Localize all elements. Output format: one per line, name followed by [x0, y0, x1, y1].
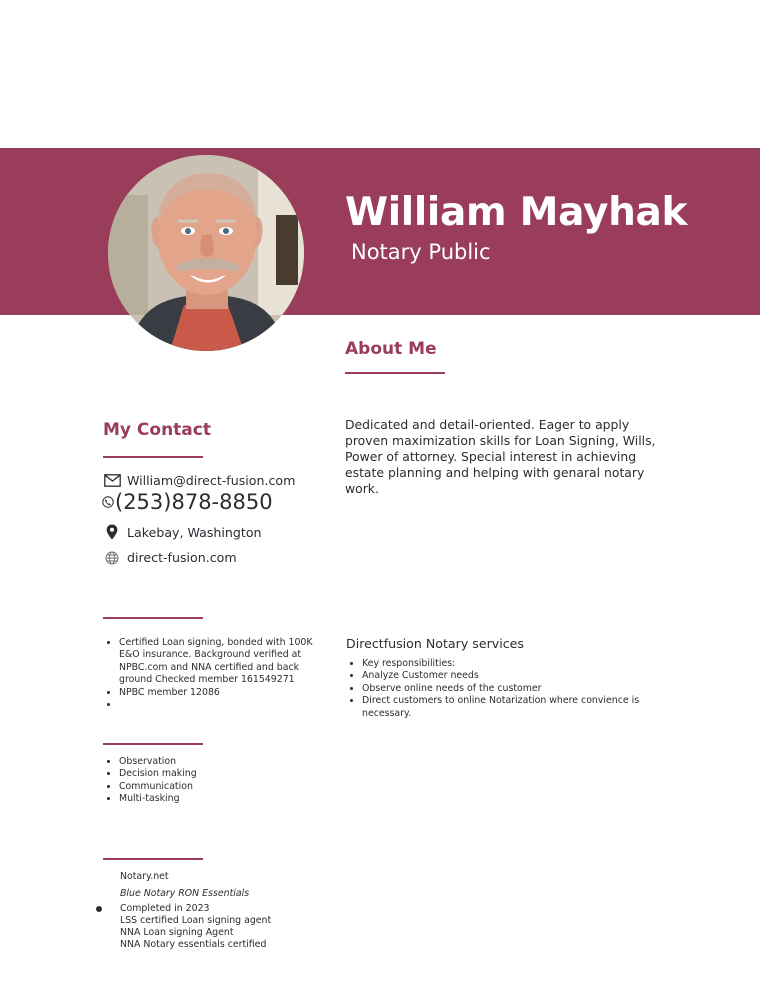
credentials-divider — [103, 617, 203, 619]
contact-heading: My Contact — [103, 420, 211, 440]
experience-item: • Direct customers to online Notarization where convience is necessary. — [362, 695, 662, 720]
experience-item: • Analyze Customer needs — [362, 670, 662, 682]
email-text[interactable]: William@direct-fusion.com — [127, 473, 296, 488]
education-divider — [103, 858, 203, 860]
about-divider — [345, 372, 445, 374]
education-line: Completed in 2023 — [120, 903, 210, 914]
phone-text[interactable]: (253)878-8850 — [115, 490, 273, 514]
credentials-list — [103, 637, 324, 711]
education-line: NNA Notary essentials certified — [120, 939, 267, 950]
about-text: Dedicated and detail-oriented. Eager to apply proven maximization skills for Loan Signing, Wills, Power of attorney. Special interest in achieving estate planning and helping with genaral notary work. — [345, 417, 656, 496]
education-provider: Notary.net — [120, 871, 169, 882]
credential-item: • NPBC member 12086 — [119, 687, 324, 699]
profile-photo — [108, 155, 304, 351]
credential-item: • Certified Loan signing, bonded with 100K E&O insurance. Background verified at NPBC.com and NNA certified and back ground Checked member 161549271 — [119, 637, 324, 687]
skills-list — [103, 756, 319, 806]
profile-name: William Mayhak — [345, 190, 688, 235]
experience-title: Directfusion Notary services — [346, 636, 524, 651]
contact-email[interactable] — [103, 473, 295, 488]
education-line: NNA Loan signing Agent — [120, 927, 234, 938]
education-line: LSS certified Loan signing agent — [120, 915, 272, 926]
contact-location — [103, 524, 262, 540]
contact-phone[interactable] — [101, 490, 273, 514]
skill-item: • Observation — [119, 756, 319, 768]
location-pin-icon — [103, 524, 121, 540]
contact-website[interactable] — [103, 550, 237, 565]
skills-divider — [103, 743, 203, 745]
experience-item: • Observe online needs of the customer — [362, 683, 662, 695]
bullet-dot — [96, 906, 102, 912]
about-heading: About Me — [345, 339, 437, 359]
mail-icon — [103, 474, 121, 487]
experience-item: • Key responsibilities: — [362, 658, 662, 670]
globe-icon — [103, 551, 121, 565]
phone-icon — [101, 496, 114, 508]
education-course: Blue Notary RON Essentials — [120, 888, 250, 899]
profile-role: Notary Public — [351, 240, 491, 264]
experience-list — [346, 658, 662, 720]
skill-item: • Decision making — [119, 768, 319, 780]
skill-item: • Communication — [119, 781, 319, 793]
credential-item — [119, 699, 324, 711]
location-text: Lakebay, Washington — [127, 524, 262, 540]
website-text[interactable]: direct-fusion.com — [127, 550, 237, 565]
contact-divider — [103, 456, 203, 458]
skill-item: • Multi-tasking — [119, 793, 319, 805]
